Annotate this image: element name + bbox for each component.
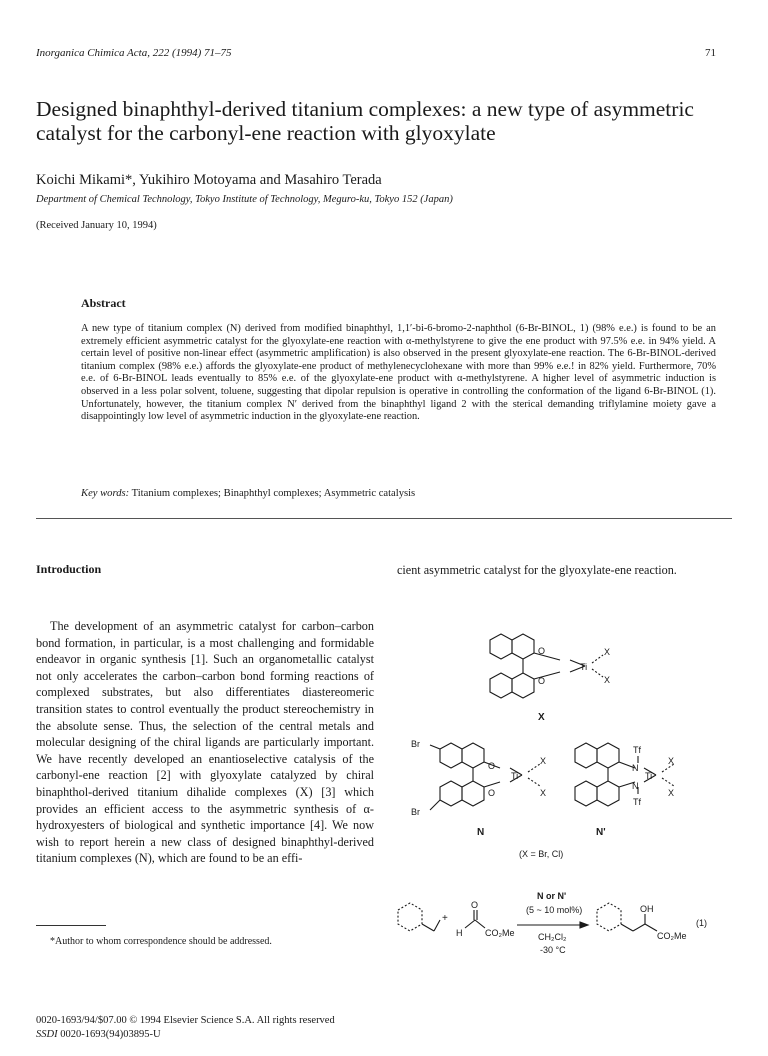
ti-label: Ti [645,771,653,781]
page-number: 71 [705,47,716,59]
complex-n-prime-structure [575,743,674,806]
n-atom-label: N [632,781,639,791]
x-ligand-label: X [604,647,611,657]
x-ligand-label: X [540,756,547,766]
o-atom-label: O [488,788,496,798]
affiliation: Department of Chemical Technology, Tokyo Institute of Technology, Meguro-ku, Tokyo 152 (Japan) [36,194,453,205]
o-atom-label: O [488,761,496,771]
x-ligand-label: X [668,756,675,766]
compound-x-label: X [538,712,545,723]
ti-label: Ti [511,771,519,781]
tf-label: Tf [633,797,641,807]
keywords-label: Key words: [81,488,130,499]
o-atom-label: O [538,646,546,656]
ssdi-code: 0020-1693(94)03895-U [60,1029,161,1040]
solvent-label: CH₂Cl₂ [538,932,567,942]
x-ligand-label: X [668,788,675,798]
o-atom-label: O [538,676,546,686]
br-label: Br [411,739,420,749]
ti-label: Ti [580,662,588,672]
article-title: Designed binaphthyl-derived titanium complexes: a new type of asymmetric catalyst for the carbonyl-ene reaction with glyoxylate [36,97,694,145]
abstract-heading: Abstract [81,296,126,310]
carbonyl-o-label: O [471,900,479,910]
x-definition: (X = Br, Cl) [519,849,564,859]
loading-label: (5 ~ 10 mol%) [526,905,583,915]
compound-n-label: N [477,827,485,838]
footnote: *Author to whom correspondence should be addressed. [50,936,272,947]
journal-header: Inorganica Chimica Acta, 222 (1994) 71–75 [36,47,232,59]
keywords-text: Titanium complexes; Binaphthyl complexes; Asymmetric catalysis [131,488,416,499]
compound-n-prime-label: N' [596,827,606,838]
n-atom-label: N [632,763,639,773]
aldehyde-h-label: H [456,928,463,938]
plus-sign: + [442,913,448,924]
authors: Koichi Mikami*, Yukihiro Motoyama and Masahiro Terada [36,172,382,188]
introduction-text: The development of an asymmetric catalyst for carbon–carbon bond formation, in particular, is a most challenging and formidable endeavor in organic synthesis [1]. Such an organometallic catalyst not only accelerates the carbon–carbon bond forming reactions of complexed substrates, but also differentiates diastereomeric transition states to control eventually the product stereochemistry in the absolute sense. Thus, the selection of the central metals and molecular designing of the chiral ligands are particularly important. We have recently developed an enantioselective catalysis of the carbonyl-ene reaction [2] with glyoxylate catalyzed by chiral binaphthol-derived titanium dihalide complexes (X) [3] which provides an efficient access to the asymmetric synthesis of α-hydroxyesters of biological and synthetic importance [4]. We now wish to report herein a new class of designed binaphthyl-derived titanium complexes (N), which are found to be an effi- [36,619,374,866]
hydroxyl-label: OH [640,904,654,914]
abstract-text: A new type of titanium complex (N) derived from modified binaphthyl, 1,1′-bi-6-bromo-2-naphthol (6-Br-BINOL, 1) (98% e.e.) is found to be an extremely efficient asymmetric catalyst for the glyoxylate-ene reaction with α-methylstyrene to give the ene product with 97.5% e.e. in 94% yield. A certain level of positive non-linear effect (asymmetric amplification) is also observed in the present glyoxylate-ene reaction. The 6-Br-BINOL-derived titanium complex (98% e.e.) affords the glyoxylate-ene product of methylenecyclohexane with more than 99% e.e.! in 82% yield. Furthermore, 70% e.e. of 6-Br-BINOL leads eventually to 85% e.e. of the glyoxylate-ene product with α-methylstyrene. A higher level of asymmetric induction is observed in a less polar solvent, toluene, suggesting that dipolar repulsion is operative in controlling the conformation of the ligand 6-Br-BINOL (1). Unfortunately, however, the titanium complex N′ derived from the binaphthyl ligand 2 with the sterical demanding triflylamine moiety gave a disappointingly low level of asymmetric induction in the glyoxylate-ene reaction. [81,323,716,423]
introduction-continuation: cient asymmetric catalyst for the glyoxylate-ene reaction. [397,563,677,577]
temperature-label: -30 °C [540,945,566,955]
ester-label: CO₂Me [485,928,515,938]
br-label: Br [411,807,420,817]
received-date: (Received January 10, 1994) [36,220,157,231]
introduction-heading: Introduction [36,562,102,576]
ssdi-label: SSDI [36,1029,58,1040]
equation-number: (1) [696,918,707,928]
tf-label: Tf [633,745,641,755]
copyright-line: 0020-1693/94/$07.00 © 1994 Elsevier Science S.A. All rights reserved [36,1015,335,1026]
x-ligand-label: X [604,675,611,685]
complex-n-structure [430,743,540,810]
product-ester-label: CO₂Me [657,931,687,941]
catalyst-label: N or N' [537,891,567,901]
x-ligand-label: X [540,788,547,798]
